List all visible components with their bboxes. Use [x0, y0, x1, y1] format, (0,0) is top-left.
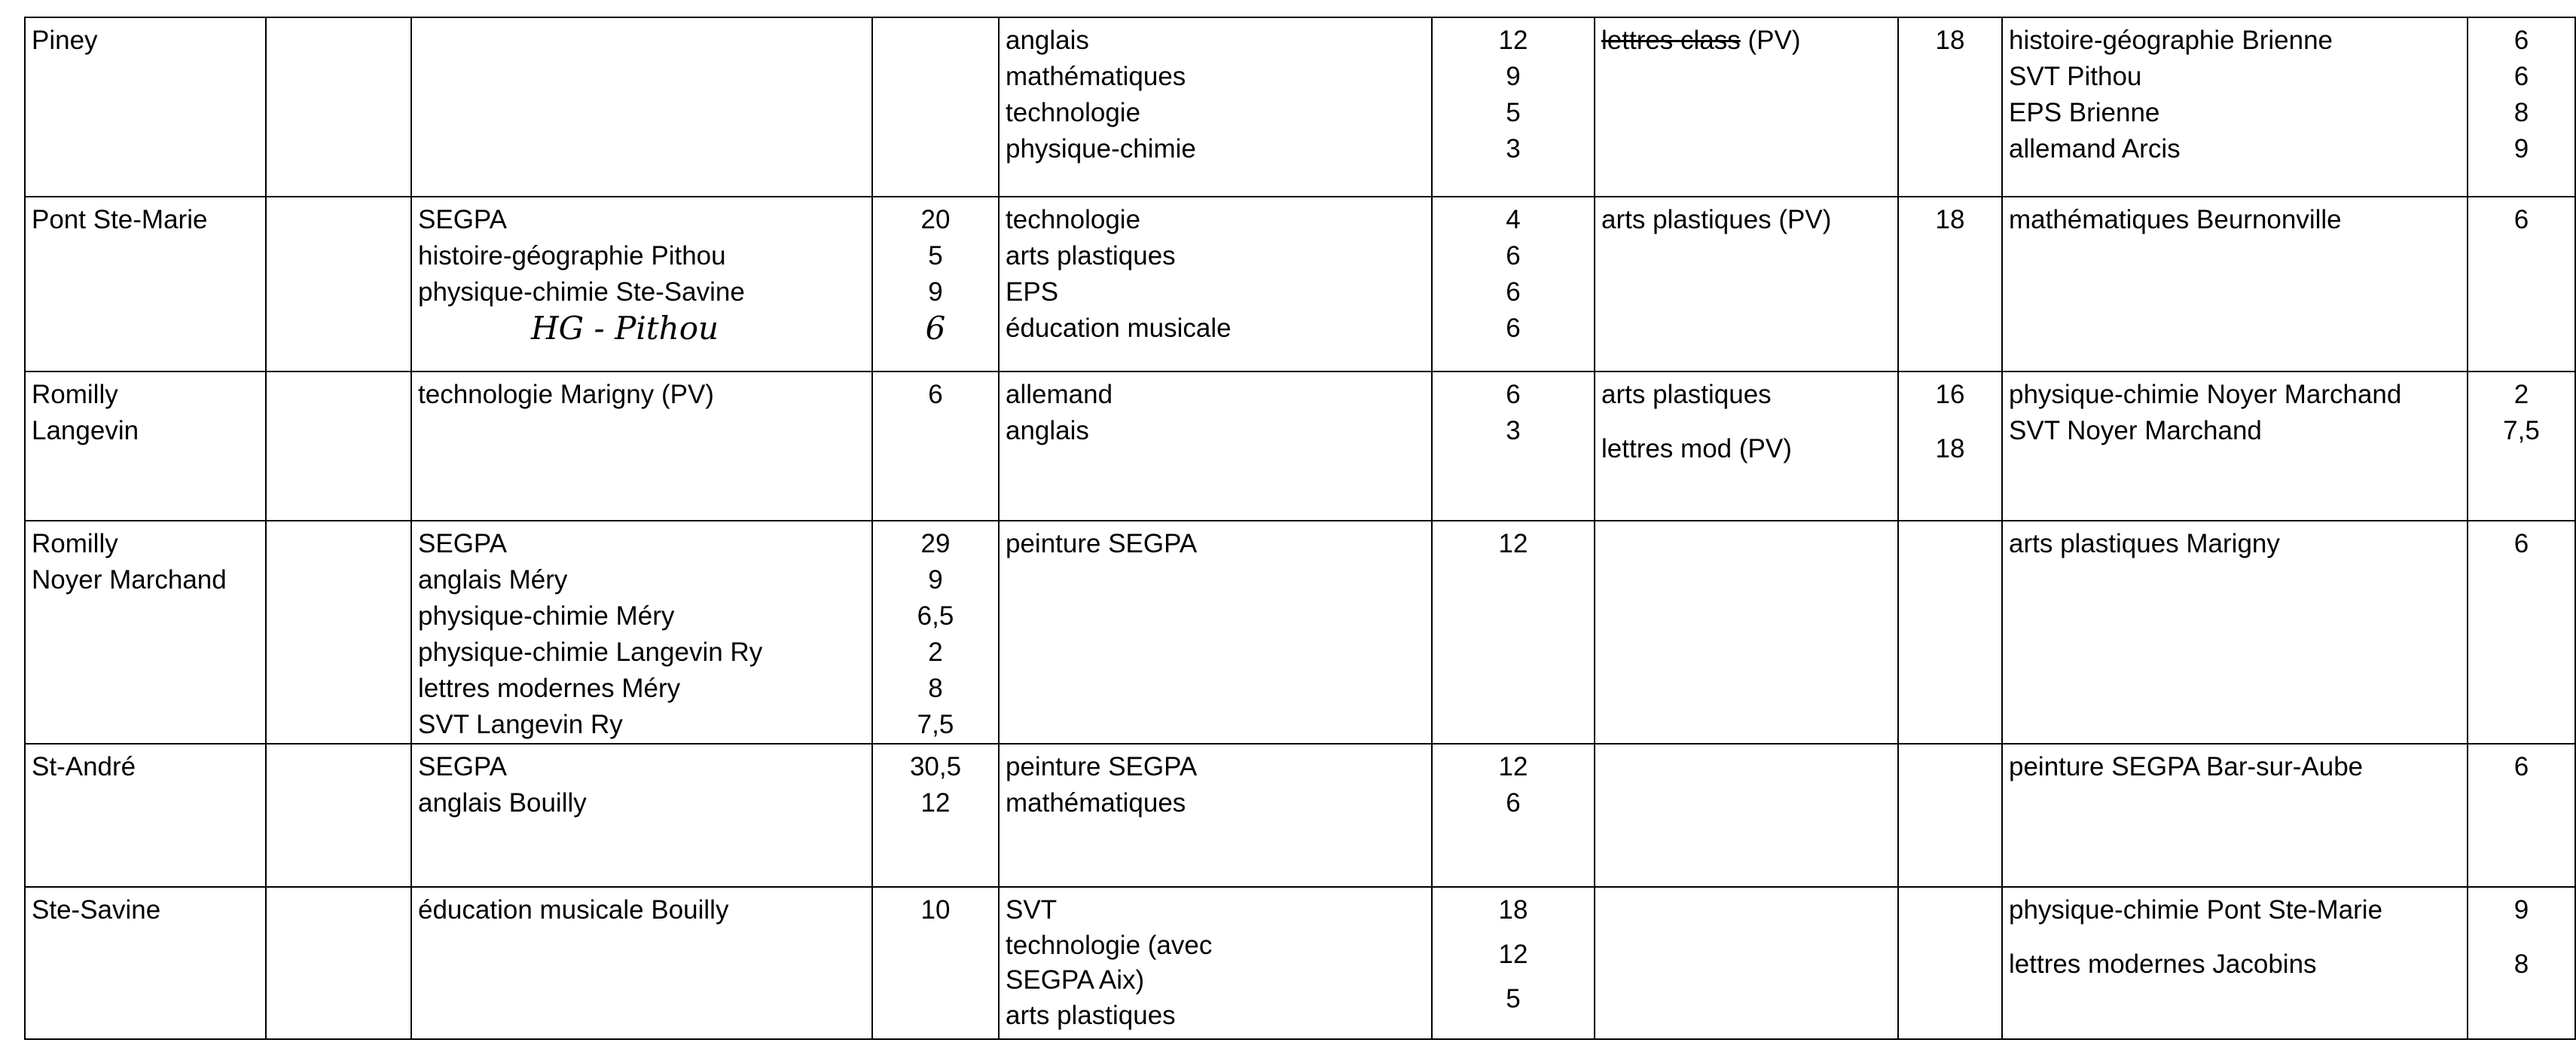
hours-value: 10	[920, 895, 951, 925]
hours-value: 12	[1498, 752, 1528, 781]
table-row	[25, 17, 2575, 197]
empty-cell	[266, 17, 411, 197]
school-name: Ste-Savine	[32, 895, 161, 925]
hours-value: 7,5	[917, 710, 954, 739]
school-cell	[25, 744, 266, 887]
hours-value: 7,5	[2503, 416, 2540, 445]
subject-line: mathématiques	[1006, 788, 1186, 818]
hours-cell	[1898, 17, 2002, 197]
hours-cell	[1432, 744, 1595, 887]
subject-line: physique-chimie Langevin Ry	[418, 638, 763, 667]
subject-line: SVT	[1006, 895, 1058, 925]
subject-cell	[411, 372, 872, 521]
hours-value: 12	[1498, 940, 1528, 969]
subject-line: SVT Noyer Marchand	[2009, 416, 2262, 445]
empty-cell	[266, 372, 411, 521]
subject-line: SEGPA	[418, 529, 508, 558]
hours-cell	[872, 521, 999, 744]
hours-cell	[872, 197, 999, 372]
subject-line: mathématiques	[1006, 62, 1186, 91]
hours-cell	[2468, 17, 2575, 197]
subject-line	[1601, 23, 1891, 59]
hours-value: 6	[1506, 788, 1521, 818]
spacer	[2474, 928, 2568, 946]
school-name: Romilly	[32, 380, 118, 409]
hours-value: 5	[928, 241, 943, 271]
hours-cell	[2468, 372, 2575, 521]
subject-line: anglais	[1006, 26, 1089, 55]
school-name: Noyer Marchand	[32, 565, 227, 595]
school-name: Romilly	[32, 529, 118, 558]
subject-line: anglais Bouilly	[418, 788, 587, 818]
subject-line: technologie Marigny (PV)	[418, 380, 714, 409]
subject-cell	[411, 887, 872, 1039]
subject-cell	[2002, 887, 2468, 1039]
hours-value: 6	[2513, 205, 2529, 234]
hours-value: 12	[1498, 26, 1528, 55]
subject-cell	[2002, 744, 2468, 887]
hours-value: 8	[928, 674, 943, 703]
hours-value: 4	[1506, 205, 1521, 234]
subject-cell	[999, 197, 1432, 372]
subject-line: lettres modernes Jacobins	[2009, 949, 2317, 979]
subject-line: technologie (avec SEGPA Aix)	[1006, 931, 1213, 995]
table-row	[25, 197, 2575, 372]
subject-cell	[999, 17, 1432, 197]
subject-line: mathématiques Beurnonville	[2009, 205, 2342, 234]
hours-value: 6	[1506, 277, 1521, 307]
subject-line: EPS Brienne	[2009, 98, 2160, 127]
subject-cell	[1595, 17, 1898, 197]
subject-line: technologie	[1006, 205, 1141, 234]
empty-cell	[1595, 521, 1898, 744]
hours-value: 18	[1935, 434, 1965, 463]
subject-line: arts plastiques (PV)	[1601, 205, 1832, 234]
hours-value: 16	[1935, 380, 1965, 409]
subject-cell	[2002, 17, 2468, 197]
subject-line: SVT Langevin Ry	[418, 710, 623, 739]
subject-cell	[1595, 197, 1898, 372]
empty-cell	[1595, 744, 1898, 887]
hours-value: 12	[920, 788, 951, 818]
empty-cell	[1595, 887, 1898, 1039]
hours-value: 2	[928, 638, 943, 667]
subject-line: anglais	[1006, 416, 1089, 445]
hours-value: 30,5	[909, 752, 962, 781]
subject-line: physique-chimie	[1006, 134, 1196, 164]
subject-cell	[999, 521, 1432, 744]
subject-line: lettres mod (PV)	[1601, 434, 1792, 463]
table-row	[25, 887, 2575, 1039]
hours-value: 18	[1935, 205, 1965, 234]
hours-value: 5	[1506, 98, 1521, 127]
subject-cell	[2002, 521, 2468, 744]
hours-cell	[1432, 197, 1595, 372]
subject-line: SVT Pithou	[2009, 62, 2142, 91]
hours-cell	[872, 17, 999, 197]
empty-cell	[1898, 521, 2002, 744]
staffing-table	[24, 17, 2576, 1040]
handwritten-hours: 6	[925, 310, 946, 347]
hours-value: 6	[2513, 62, 2529, 91]
hours-value: 6	[1506, 241, 1521, 271]
hours-value: 6	[2513, 26, 2529, 55]
school-name: Pont Ste-Marie	[32, 205, 208, 234]
hours-value: 9	[928, 277, 943, 307]
subject-line: lettres modernes Méry	[418, 674, 681, 703]
spacer	[1905, 413, 1995, 431]
table-row	[25, 744, 2575, 887]
subject-line: physique-chimie Pont Ste-Marie	[2009, 895, 2383, 925]
subject-cell	[411, 17, 872, 197]
hours-value: 6,5	[917, 601, 954, 631]
table-row	[25, 372, 2575, 521]
hours-cell	[872, 372, 999, 521]
school-name: St-André	[32, 752, 136, 781]
subject-cell	[999, 887, 1432, 1039]
hours-cell	[1898, 197, 2002, 372]
subject-cell	[1595, 372, 1898, 521]
subject-line: anglais Méry	[418, 565, 568, 595]
hours-value: 8	[2513, 98, 2529, 127]
school-cell	[25, 17, 266, 197]
hours-value: 20	[920, 205, 951, 234]
subject-line: arts plastiques Marigny	[2009, 529, 2280, 558]
hours-value: 6	[1506, 380, 1521, 409]
subject-line: éducation musicale	[1006, 313, 1232, 343]
subject-line: arts plastiques	[1006, 1001, 1176, 1030]
school-cell	[25, 372, 266, 521]
subject-line: physique-chimie Méry	[418, 601, 675, 631]
subject-line: arts plastiques	[1601, 380, 1772, 409]
hours-value: 9	[2513, 895, 2529, 925]
school-cell	[25, 197, 266, 372]
subject-line: peinture SEGPA	[1006, 529, 1198, 558]
hours-value: 6	[1506, 313, 1521, 343]
spacer	[1601, 413, 1891, 431]
subject-line: peinture SEGPA	[1006, 752, 1198, 781]
empty-cell	[1898, 887, 2002, 1039]
table-row	[25, 521, 2575, 744]
struck-text: lettres class	[1601, 26, 1741, 55]
empty-cell	[1898, 744, 2002, 887]
subject-line: éducation musicale Bouilly	[418, 895, 729, 925]
school-name: Langevin	[32, 416, 139, 445]
subject-line: physique-chimie Noyer Marchand	[2009, 380, 2402, 409]
empty-cell	[266, 521, 411, 744]
handwritten-note: HG - Pithou	[531, 310, 719, 347]
school-cell	[25, 887, 266, 1039]
subject-line: technologie	[1006, 98, 1141, 127]
subject-line: peinture SEGPA Bar-sur-Aube	[2009, 752, 2364, 781]
hours-value: 3	[1506, 134, 1521, 164]
subject-line: SEGPA	[418, 205, 508, 234]
school-cell	[25, 521, 266, 744]
subject-suffix: (PV)	[1740, 26, 1801, 55]
subject-line: SEGPA	[418, 752, 508, 781]
hours-cell	[1432, 372, 1595, 521]
subject-cell	[411, 197, 872, 372]
hours-cell	[2468, 197, 2575, 372]
subject-cell	[999, 744, 1432, 887]
subject-line: allemand Arcis	[2009, 134, 2181, 164]
hours-value: 6	[2513, 529, 2529, 558]
subject-line: physique-chimie Ste-Savine	[418, 277, 745, 307]
subject-cell	[2002, 197, 2468, 372]
hours-value: 29	[920, 529, 951, 558]
hours-cell	[2468, 744, 2575, 887]
subject-cell	[999, 372, 1432, 521]
subject-line: histoire-géographie Pithou	[418, 241, 726, 271]
subject-line: allemand	[1006, 380, 1113, 409]
subject-cell	[2002, 372, 2468, 521]
hours-value: 2	[2513, 380, 2529, 409]
subject-line: arts plastiques	[1006, 241, 1176, 271]
hours-value: 18	[1498, 895, 1528, 925]
hours-cell	[872, 887, 999, 1039]
hours-cell	[1432, 521, 1595, 744]
hours-value: 9	[928, 565, 943, 595]
hours-cell	[872, 744, 999, 887]
spacer	[2009, 928, 2461, 946]
subject-cell	[411, 521, 872, 744]
hours-value: 18	[1935, 26, 1965, 55]
hours-cell	[1432, 887, 1595, 1039]
hours-value: 8	[2513, 949, 2529, 979]
empty-cell	[266, 887, 411, 1039]
empty-cell	[266, 744, 411, 887]
hours-cell	[2468, 521, 2575, 744]
hours-cell	[1432, 17, 1595, 197]
subject-line: EPS	[1006, 277, 1059, 307]
hours-value: 6	[928, 380, 943, 409]
subject-cell	[411, 744, 872, 887]
hours-value: 5	[1506, 984, 1521, 1014]
hours-value: 6	[2513, 752, 2529, 781]
school-name: Piney	[32, 26, 98, 55]
hours-value: 3	[1506, 416, 1521, 445]
hours-cell	[1898, 372, 2002, 521]
empty-cell	[266, 197, 411, 372]
hours-cell	[2468, 887, 2575, 1039]
hours-value: 12	[1498, 529, 1528, 558]
subject-line: histoire-géographie Brienne	[2009, 26, 2333, 55]
hours-value: 9	[2513, 134, 2529, 164]
hours-value: 9	[1506, 62, 1521, 91]
